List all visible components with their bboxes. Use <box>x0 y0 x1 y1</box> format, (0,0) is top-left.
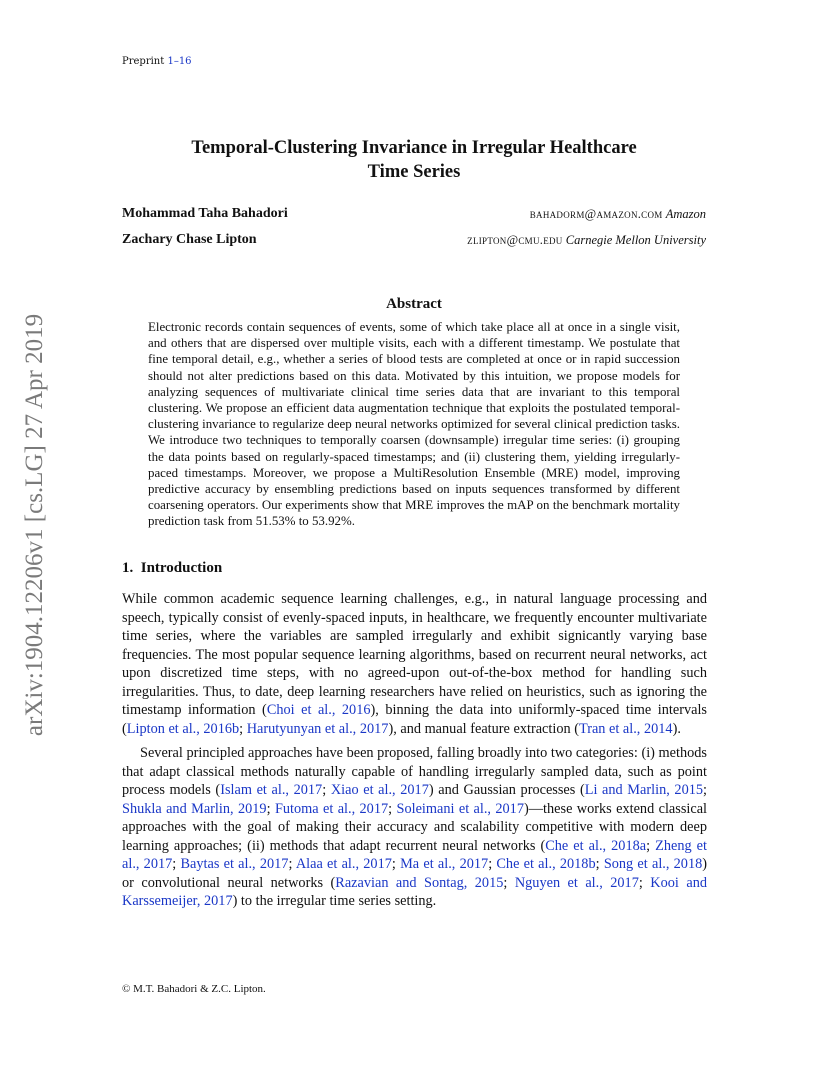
title-line-2: Time Series <box>367 162 461 182</box>
citation-link[interactable]: Choi et al., 2016 <box>266 702 371 718</box>
intro-paragraph-2 <box>122 744 707 911</box>
citation-link[interactable]: Baytas et al., 2017 <box>180 856 289 872</box>
citation-link[interactable]: Nguyen et al., 2017 <box>514 874 639 891</box>
para2-text: ; <box>266 800 275 817</box>
para1-text: ; <box>239 720 247 737</box>
author-email-1[interactable]: bahadorm@amazon.com <box>529 207 663 221</box>
para2-text: ; <box>503 874 515 891</box>
preprint-header <box>122 56 192 67</box>
citation-link[interactable]: Kooi and Karssemeijer, 2017 <box>122 874 707 909</box>
intro-paragraph-1 <box>122 590 707 738</box>
citation-link[interactable]: Zheng et al., 2017 <box>122 837 707 872</box>
citation-link[interactable]: Tran et al., 2014 <box>578 720 673 737</box>
author-org-2: Carnegie Mellon University <box>565 233 706 247</box>
citation-link[interactable]: Ma et al., 2017 <box>400 856 489 872</box>
citation-link[interactable]: Li and Marlin, 2015 <box>584 782 704 798</box>
citation-link[interactable]: Futoma et al., 2017 <box>274 800 389 817</box>
para2-text: ; <box>595 856 604 872</box>
author-name-1: Mohammad Taha Bahadori <box>122 206 288 221</box>
page-range-link[interactable]: 1–16 <box>167 56 192 67</box>
copyright-footer: © M.T. Bahadori & Z.C. Lipton. <box>122 983 266 995</box>
author-affiliation-2 <box>467 233 706 248</box>
arxiv-stamp-text: arXiv:1904.12206v1 [cs.LG] 27 Apr 2019 <box>21 313 48 737</box>
para2-text: ; <box>322 782 331 798</box>
para2-text: ; <box>288 856 296 872</box>
arxiv-stamp <box>16 290 54 760</box>
section-heading <box>122 560 222 577</box>
para1-text: ), binning the data into uniformly-spaced time intervals ( <box>122 702 707 737</box>
author-org-1: Amazon <box>665 207 706 221</box>
para2-text: )—these works extend classical approaches with the goal of making their accuracy and scalability competitive with modern deep learning approaches; (ii) methods that adapt recurrent neural networks ( <box>122 800 708 854</box>
author-email-2[interactable]: zlipton@cmu.edu <box>467 233 563 247</box>
citation-link[interactable]: Che et al., 2018a <box>545 837 647 854</box>
citation-link[interactable]: Shukla and Marlin, 2019 <box>122 800 267 817</box>
citation-link[interactable]: Lipton et al., 2016b <box>126 720 240 737</box>
citation-link[interactable]: Harutyunyan et al., 2017 <box>246 720 389 737</box>
citation-link[interactable]: Razavian and Sontag, 2015 <box>335 874 504 891</box>
para1-text: While common academic sequence learning challenges, e.g., in natural language processing and speech, typically consist of evenly-spaced inputs, in healthcare, we frequently encounter multivariate time series, where the variables are sampled irregularly and exhibit signicantly varying base frequencies. The most popular sequence learning algorithms, based on recurrent neural networks, act upon discretized time steps, with no agreed-upon out-of-the-box method for handling such irregularities. Thus, to date, deep learning researchers have relied on heuristics, such as ignoring the timestamp information ( <box>122 591 707 718</box>
title-line-1: Temporal-Clustering Invariance in Irregular Healthcare <box>191 138 637 158</box>
para2-text: ) to the irregular time series setting. <box>232 893 437 909</box>
para2-text: ) and Gaussian processes ( <box>428 782 585 798</box>
para2-text: ; <box>488 856 497 872</box>
para2-text: ; <box>703 782 707 798</box>
citation-link[interactable]: Song et al., 2018 <box>603 856 703 872</box>
citation-link[interactable]: Xiao et al., 2017 <box>330 782 429 798</box>
preprint-label: Preprint <box>122 56 165 67</box>
author-name-2: Zachary Chase Lipton <box>122 232 257 247</box>
para2-text: ; <box>388 800 397 817</box>
para2-text: ; <box>646 837 656 854</box>
citation-link[interactable]: Soleimani et al., 2017 <box>396 800 524 817</box>
para1-text: ), and manual feature extraction ( <box>388 720 579 737</box>
para1-text: ). <box>672 720 681 737</box>
para2-text: ; <box>172 856 181 872</box>
para2-text: ) or convolutional neural networks ( <box>122 856 708 891</box>
para2-text: ; <box>638 874 651 891</box>
paper-title <box>0 136 828 184</box>
citation-link[interactable]: Islam et al., 2017 <box>220 782 323 798</box>
para2-text: ; <box>391 856 401 872</box>
section-number: 1. <box>122 560 134 576</box>
abstract-heading: Abstract <box>386 296 442 312</box>
para2-text: Several principled approaches have been proposed, falling broadly into two categories: (i) methods that adapt classical methods naturally capable of handling irregularly sampled data, such as point process models ( <box>122 745 707 798</box>
abstract-text: Electronic records contain sequences of events, some of which take place all at once in a single visit, and others that are dispersed over multiple visits, each with a different timestamp. We postulate that fine temporal detail, e.g., whether a series of blood tests are completed at once or in rapid succession should not alter predictions based on this data. Motivated by this intuition, we propose models for analyzing sequences of multivariate clinical time series data that are invariant to this temporal clustering. We propose an efficient data augmentation technique that exploits the postulated temporal-clustering invariance to regularize deep neural networks optimized for several clinical prediction tasks. We introduce two techniques to temporally coarsen (downsample) irregular time series: (i) grouping the data points based on regularly-spaced timestamps; and (ii) clustering them, yielding irregularly-paced timestamps. Moreover, we propose a MultiResolution Ensemble (MRE) model, improving predictive accuracy by ensembling predictions based on inputs sequences transformed by different coarsening operators. Our experiments show that MRE improves the mAP on the benchmark mortality prediction task from 51.53% to 53.92%. <box>148 320 680 529</box>
author-affiliation-1 <box>530 207 706 222</box>
citation-link[interactable]: Che et al., 2018b <box>496 856 596 872</box>
citation-link[interactable]: Alaa et al., 2017 <box>295 856 392 872</box>
section-title: Introduction <box>140 560 223 576</box>
